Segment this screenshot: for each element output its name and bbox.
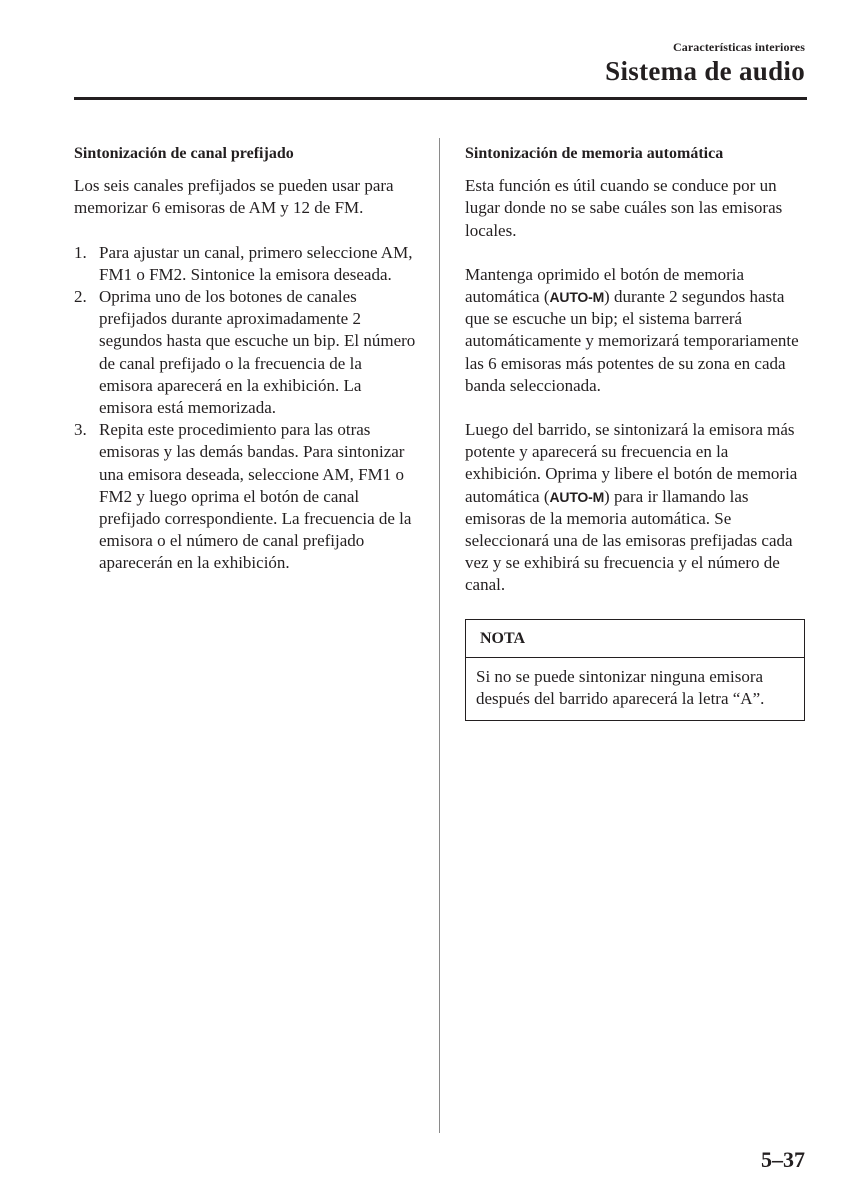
preset-steps — [74, 242, 419, 575]
header-rule — [74, 97, 807, 100]
step-number: 3. — [74, 420, 87, 440]
auto-memory-p1: Esta función es útil cuando se conduce por un lugar donde no se sabe cuáles son las emisoras locales. — [465, 176, 783, 240]
page-title: Sistema de audio — [605, 56, 805, 86]
step-item — [74, 286, 419, 419]
p3-text-b: ) para ir llamando las emisoras de la memoria automática. Se seleccionará una de las emisoras prefijadas cada vez y se exhibirá su frecuencia y el número de canal. — [465, 486, 793, 595]
auto-memory-heading: Sintonización de memoria automática — [465, 145, 724, 162]
preset-tuning-heading: Sintonización de canal prefijado — [74, 145, 294, 162]
page-number: 5–37 — [761, 1147, 805, 1172]
right-column — [465, 143, 805, 721]
auto-memory-p2 — [465, 264, 805, 397]
p2-text-a: Mantenga oprimido el botón de memoria automática ( — [465, 264, 745, 307]
section-label: Características interiores — [673, 40, 805, 54]
column-divider — [439, 138, 440, 1133]
auto-m-button-label: AUTO-M — [549, 488, 605, 505]
p2-text-b: ) durante 2 segundos hasta que se escuche un bip; el sistema barrerá automáticamente y memorizará temporariamente las 6 emisoras más potentes de su zona en cada banda seleccionada. — [465, 287, 799, 395]
note-box — [465, 619, 805, 722]
preset-intro: Los seis canales prefijados se pueden usar para memorizar 6 emisoras de AM y 12 de FM. — [74, 176, 394, 218]
note-body: Si no se puede sintonizar ninguna emisora después del barrido aparecerá la letra “A”. — [476, 666, 765, 709]
step-text: Para ajustar un canal, primero seleccione AM, FM1 o FM2. Sintonice la emisora deseada. — [99, 242, 413, 284]
note-title: NOTA — [466, 620, 804, 658]
auto-m-button-label: AUTO-M — [549, 289, 605, 306]
step-item — [74, 242, 419, 286]
step-item — [74, 419, 419, 574]
p3-text-a: Luego del barrido, se sintonizará la emisora más potente y aparecerá su frecuencia en la exhibición. Oprima y libere el botón de memoria automática ( — [465, 420, 798, 506]
step-number: 1. — [74, 242, 87, 262]
step-number: 2. — [74, 287, 87, 307]
auto-memory-p3 — [465, 419, 805, 597]
step-text: Repita este procedimiento para las otras emisoras y las demás bandas. Para sintonizar una emisora deseada, seleccione AM, FM1 o FM2 y luego oprima el botón de canal prefijado correspondiente. La frecuencia de la emisora o el número de canal prefijado aparecerán en la exhibición. — [99, 420, 412, 573]
left-column — [74, 143, 419, 575]
step-text: Oprima uno de los botones de canales prefijados durante aproximadamente 2 segundos hasta que escuche un bip. El número de canal prefijado o la frecuencia de la emisora aparecerá en la exhibición. La emisora está memorizada. — [99, 287, 416, 418]
